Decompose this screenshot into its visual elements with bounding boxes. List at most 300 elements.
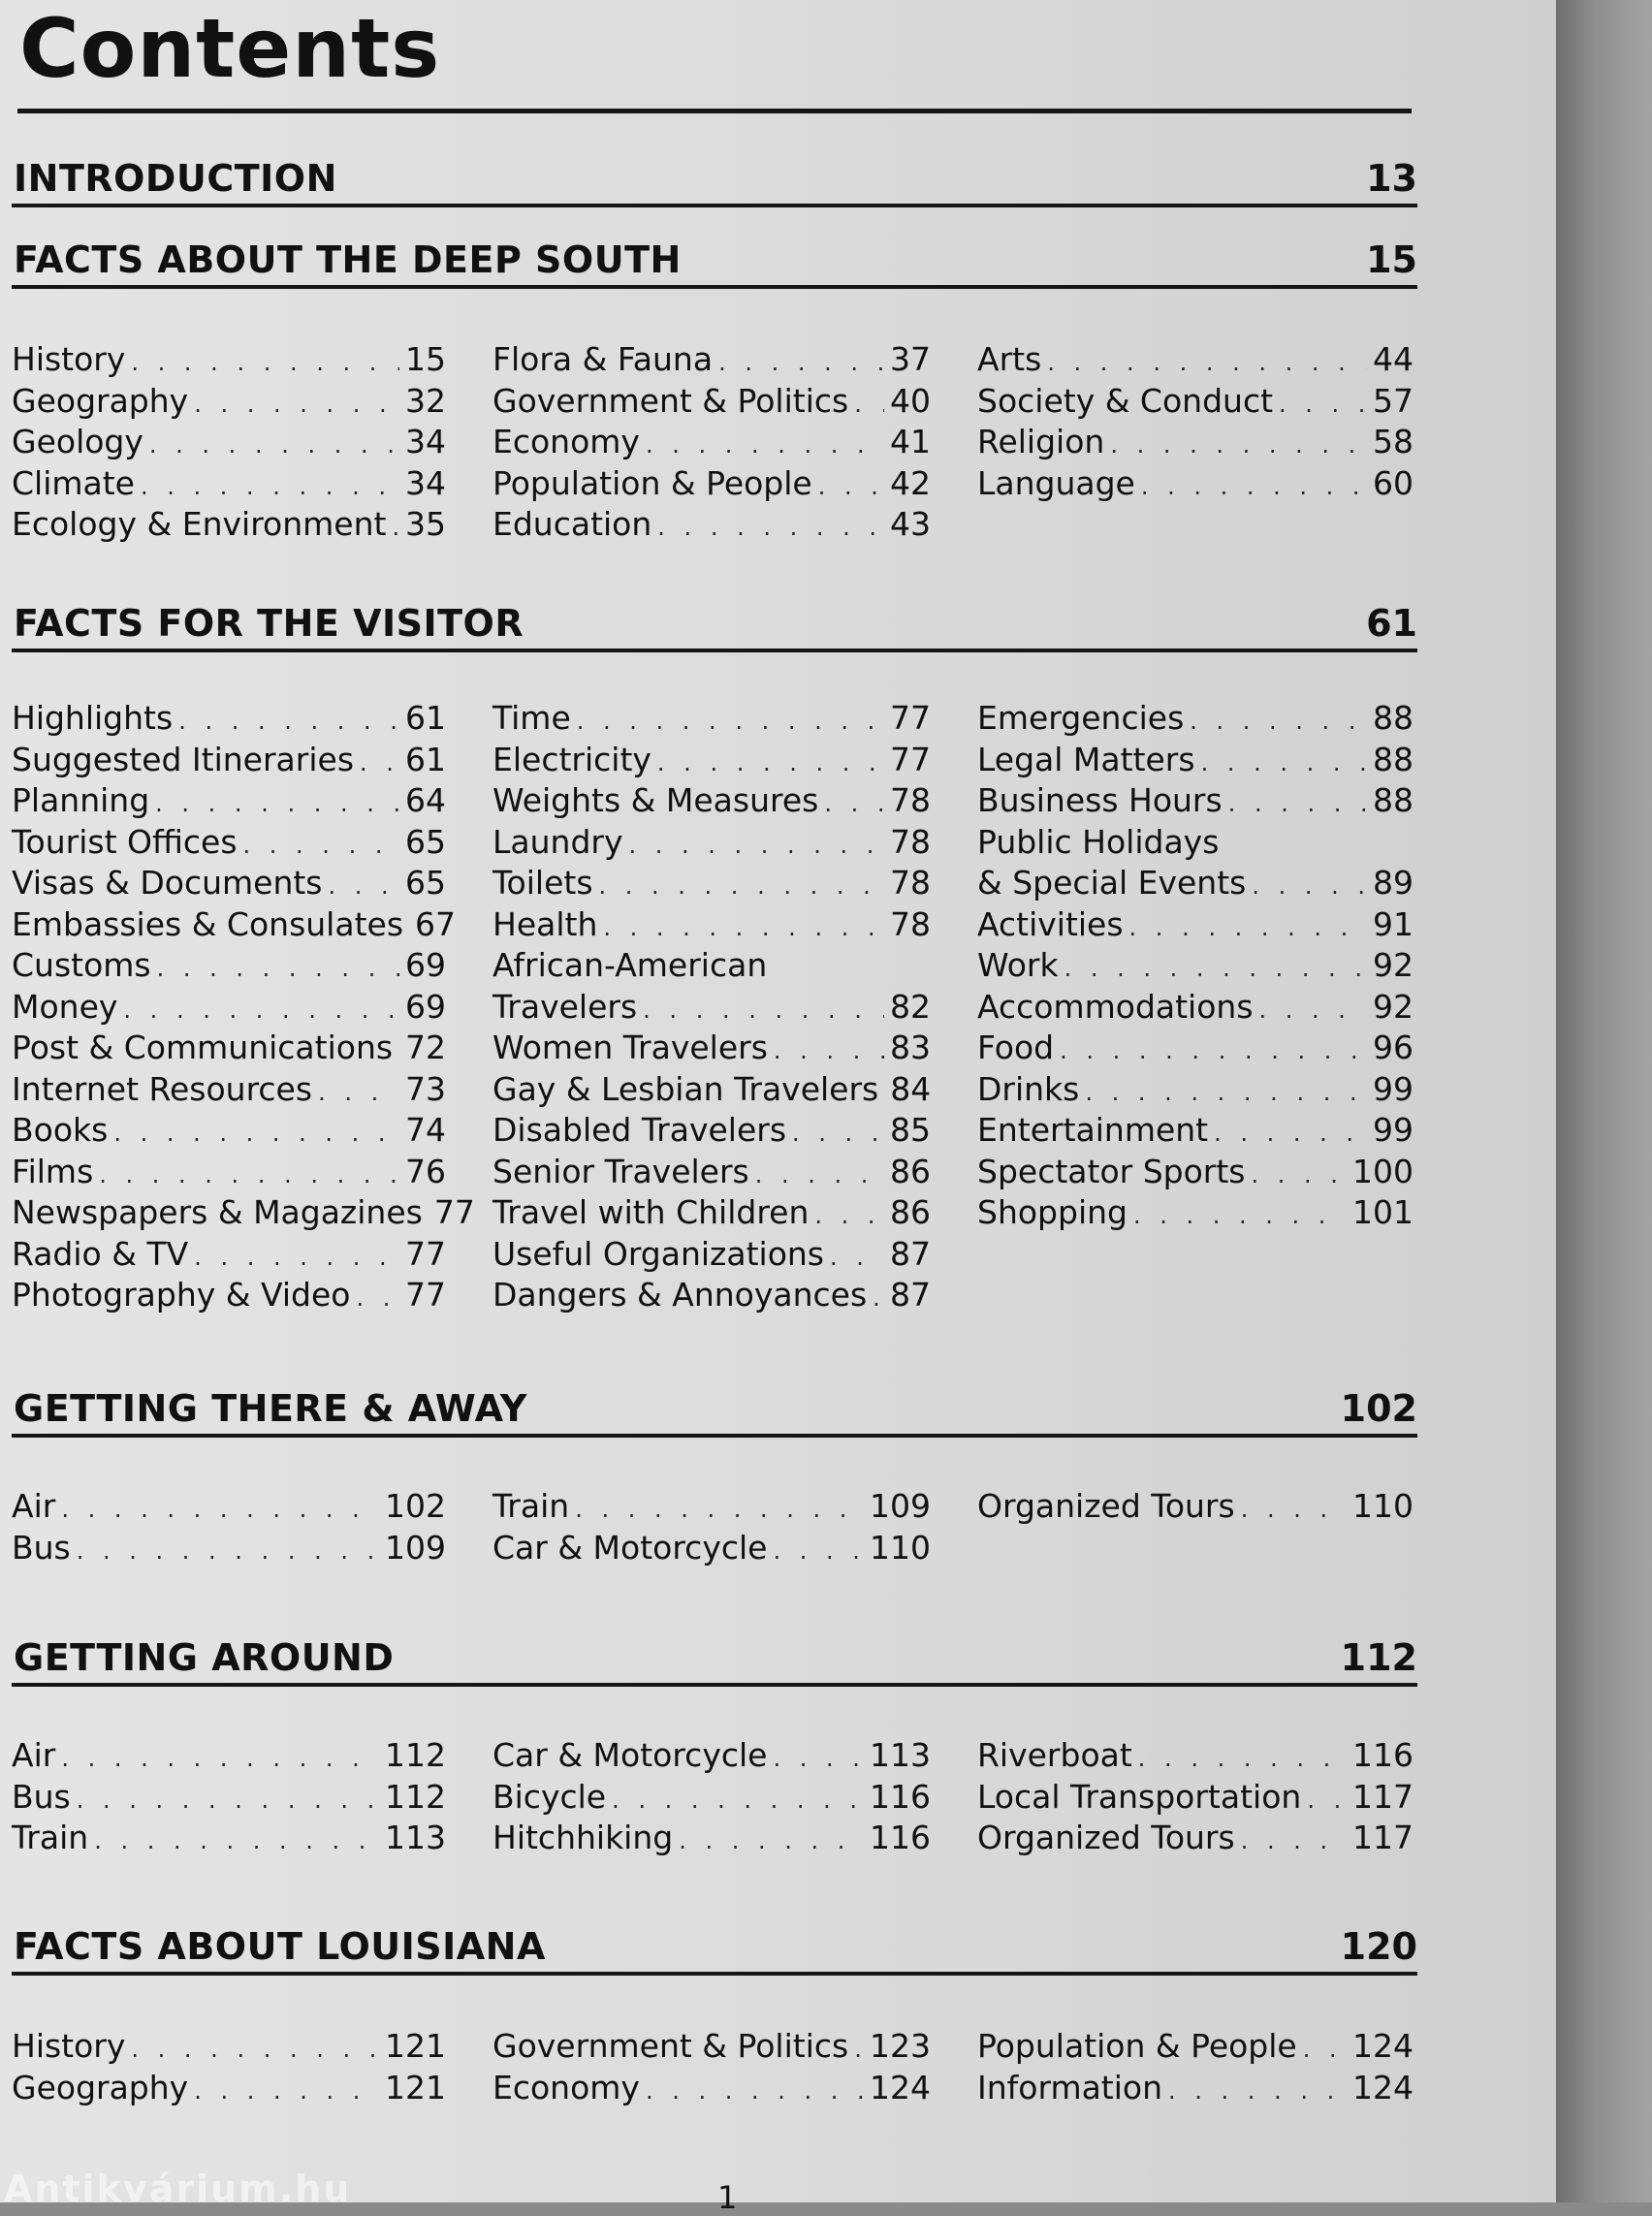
entry-page-number: 87: [890, 1276, 931, 1314]
toc-entry[interactable]: [492, 463, 931, 505]
page-number: 1: [717, 2179, 738, 2216]
toc-entry[interactable]: [492, 1818, 931, 1859]
entry-label: Drinks: [977, 1069, 1080, 1108]
toc-column: [977, 1735, 1414, 1859]
toc-entry[interactable]: [977, 463, 1414, 505]
toc-entry[interactable]: [492, 1028, 931, 1069]
dot-leader: [1279, 384, 1367, 426]
entry-page-number: 76: [405, 1152, 446, 1190]
dot-leader: [1241, 1489, 1347, 1531]
toc-entry[interactable]: [977, 904, 1414, 946]
dot-leader: [141, 466, 399, 508]
toc-entry[interactable]: [977, 1152, 1414, 1193]
entry-label: Time: [492, 699, 571, 737]
dot-leader: [814, 1195, 884, 1237]
dot-leader: [818, 466, 884, 508]
page-title: Contents: [19, 1, 441, 96]
dot-leader: [61, 1738, 379, 1780]
dot-leader: [1303, 2029, 1347, 2071]
dot-leader: [1201, 743, 1367, 784]
entry-page-number: 32: [405, 381, 446, 420]
entry-page-number: 109: [385, 1528, 446, 1567]
entry-label: Bicycle: [492, 1777, 607, 1816]
toc-entry[interactable]: [492, 1528, 931, 1569]
dot-leader: [873, 1278, 884, 1319]
entry-label: Legal Matters: [977, 740, 1195, 778]
entry-page-number: 117: [1352, 1819, 1414, 1856]
entry-label: Organized Tours: [977, 1487, 1235, 1525]
dot-leader: [603, 907, 884, 949]
dot-leader: [854, 2029, 864, 2071]
entry-page-number: 77: [405, 1276, 446, 1314]
toc-column: [492, 1735, 931, 1859]
entry-page-number: 85: [890, 1111, 931, 1149]
dot-leader: [646, 2071, 864, 2112]
toc-entry[interactable]: [977, 339, 1414, 381]
toc-entry[interactable]: [977, 698, 1414, 740]
entry-label: Society & Conduct: [977, 381, 1274, 420]
entry-page-number: 116: [1352, 1736, 1414, 1774]
toc-entry[interactable]: [977, 863, 1414, 904]
toc-entry[interactable]: [492, 945, 931, 987]
section-heading[interactable]: [12, 151, 1417, 207]
toc-entry[interactable]: [12, 1110, 446, 1152]
dot-leader: [155, 783, 399, 825]
entry-label: Accommodations: [977, 987, 1254, 1026]
entry-page-number: 96: [1373, 1029, 1414, 1066]
dot-leader: [318, 1072, 399, 1114]
dot-leader: [194, 2071, 379, 2112]
dot-leader: [131, 2029, 379, 2071]
toc-entry[interactable]: [12, 740, 446, 781]
entry-label: Spectator Sports: [977, 1152, 1246, 1190]
entry-label: Population & People: [977, 2027, 1297, 2065]
toc-entry[interactable]: [977, 1777, 1414, 1819]
entry-label: Government & Politics: [492, 381, 849, 420]
toc-entry[interactable]: [492, 1152, 931, 1193]
toc-entry[interactable]: [12, 2068, 446, 2109]
dot-leader: [1110, 425, 1367, 466]
toc-column: [12, 2026, 446, 2108]
dot-leader: [329, 866, 400, 907]
toc-entry[interactable]: [492, 504, 931, 546]
toc-entry[interactable]: [12, 822, 446, 864]
toc-entry[interactable]: [977, 945, 1414, 987]
entry-page-number: 65: [405, 864, 446, 902]
toc-entry[interactable]: [12, 1152, 446, 1193]
dot-leader: [1307, 1780, 1347, 1821]
entry-label: Bus: [12, 1528, 71, 1567]
dot-leader: [612, 1780, 864, 1821]
toc-entry[interactable]: [12, 945, 446, 987]
dot-leader: [830, 1237, 884, 1279]
toc-column: [12, 1735, 446, 1859]
toc-entry[interactable]: [977, 822, 1414, 864]
toc-entry[interactable]: [12, 339, 446, 381]
toc-entry[interactable]: [492, 1069, 931, 1111]
entry-page-number: 124: [1352, 2027, 1414, 2065]
entry-page-number: 124: [870, 2068, 931, 2106]
dot-leader: [356, 1278, 399, 1319]
toc-entry[interactable]: [492, 1777, 931, 1819]
entry-label: Disabled Travelers: [492, 1111, 787, 1149]
toc-entry[interactable]: [492, 822, 931, 864]
entry-label: History: [12, 340, 126, 378]
entry-page-number: 65: [405, 822, 446, 861]
dot-leader: [646, 425, 884, 466]
entry-page-number: 34: [405, 463, 446, 502]
toc-entry[interactable]: [977, 1192, 1414, 1234]
toc-entry[interactable]: [12, 1028, 446, 1069]
entry-page-number: 42: [890, 463, 931, 502]
entry-page-number: 73: [405, 1069, 446, 1108]
entry-label: Suggested Itineraries: [12, 740, 355, 778]
dot-leader: [123, 990, 399, 1031]
toc-entry[interactable]: [977, 1735, 1414, 1777]
toc-entry[interactable]: [977, 1028, 1414, 1069]
toc-column: [12, 698, 475, 1316]
entry-label: Population & People: [492, 463, 812, 502]
toc-entry[interactable]: [492, 2068, 931, 2109]
entry-page-number: 64: [405, 781, 446, 819]
entry-page-number: 15: [405, 340, 446, 378]
toc-entry[interactable]: [12, 1275, 446, 1316]
entry-page-number: 87: [890, 1234, 931, 1273]
dot-leader: [194, 384, 399, 426]
dot-leader: [1259, 990, 1367, 1031]
toc-entry[interactable]: [492, 1110, 931, 1152]
entry-page-number: 112: [385, 1777, 446, 1816]
entry-page-number: 34: [405, 423, 446, 460]
entry-label: Newspapers & Magazines: [12, 1193, 423, 1231]
entry-page-number: 102: [385, 1487, 446, 1525]
entry-page-number: 41: [890, 423, 931, 460]
entry-page-number: 100: [1352, 1152, 1414, 1190]
entry-label: Laundry: [492, 822, 623, 861]
section-title: FACTS FOR THE VISITOR: [14, 602, 524, 645]
section-title: INTRODUCTION: [14, 157, 337, 200]
section-page-number: 102: [1340, 1387, 1417, 1430]
entry-page-number: 92: [1373, 987, 1414, 1026]
dot-leader: [94, 1820, 379, 1862]
dot-leader: [1190, 701, 1367, 743]
entry-label: Customs: [12, 946, 151, 984]
toc-entry[interactable]: [12, 1735, 446, 1777]
entry-page-number: 72: [405, 1029, 446, 1066]
entry-page-number: 88: [1373, 699, 1414, 737]
entry-label: Highlights: [12, 699, 174, 737]
entry-label: Money: [12, 987, 118, 1026]
toc-entry[interactable]: [977, 1069, 1414, 1111]
toc-entry[interactable]: [12, 1234, 446, 1276]
toc-entry[interactable]: [977, 1486, 1414, 1528]
entry-label: Work: [977, 946, 1059, 984]
section-title: GETTING AROUND: [14, 1636, 395, 1679]
entry-page-number: 77: [433, 1193, 475, 1231]
dot-leader: [599, 866, 884, 907]
entry-label: Post & Communications: [12, 1029, 394, 1066]
entry-page-number: 88: [1373, 740, 1414, 778]
toc-entry[interactable]: [12, 1528, 446, 1569]
page-edge-shadow: [1556, 0, 1652, 2202]
section-title: GETTING THERE & AWAY: [14, 1387, 527, 1430]
toc-entry[interactable]: [12, 1818, 446, 1859]
toc-entry[interactable]: [492, 2026, 931, 2068]
entry-page-number: 67: [415, 904, 457, 943]
dot-leader: [1214, 1113, 1367, 1155]
entry-page-number: 110: [870, 1528, 931, 1567]
toc-entry[interactable]: [492, 863, 931, 904]
entry-page-number: 116: [870, 1777, 931, 1816]
dot-leader: [113, 1113, 399, 1155]
entry-label: Car & Motorcycle: [492, 1736, 768, 1774]
toc-entry[interactable]: [977, 740, 1414, 781]
dot-leader: [99, 1155, 399, 1196]
dot-leader: [61, 1489, 379, 1531]
toc-entry[interactable]: [977, 1818, 1414, 1859]
entry-page-number: 109: [870, 1487, 931, 1525]
entry-page-number: 69: [405, 987, 446, 1026]
dot-leader: [1047, 342, 1367, 384]
entry-label: Education: [492, 505, 652, 543]
section-heading[interactable]: [12, 596, 1417, 652]
entry-label: Tourist Offices: [12, 822, 238, 861]
entry-label: Internet Resources: [12, 1069, 313, 1108]
entry-label: Visas & Documents: [12, 864, 323, 902]
entry-label: Embassies & Consulates: [12, 904, 404, 943]
entry-page-number: 35: [405, 505, 446, 543]
entry-label: Train: [492, 1487, 570, 1525]
toc-entry[interactable]: [12, 1192, 475, 1234]
dot-leader: [854, 384, 884, 426]
section-heading[interactable]: [12, 1381, 1417, 1438]
toc-entry[interactable]: [12, 1486, 446, 1528]
toc-entry[interactable]: [12, 987, 446, 1029]
entry-page-number: 37: [890, 340, 931, 378]
dot-leader: [643, 990, 884, 1031]
entry-page-number: 112: [385, 1736, 446, 1774]
entry-label: Government & Politics: [492, 2027, 849, 2065]
entry-label: Travel with Children: [492, 1193, 810, 1231]
dot-leader: [194, 1237, 399, 1279]
entry-label: Bus: [12, 1777, 71, 1816]
entry-label: & Special Events: [977, 864, 1247, 902]
dot-leader: [1129, 907, 1367, 949]
entry-page-number: 61: [405, 699, 446, 737]
toc-entry[interactable]: [12, 422, 446, 463]
entry-label: Photography & Video: [12, 1276, 351, 1314]
toc-column: [492, 1486, 931, 1568]
entry-label: Weights & Measures: [492, 781, 819, 819]
dot-leader: [398, 1030, 399, 1072]
toc-entry[interactable]: [12, 904, 457, 946]
toc-column: [492, 698, 931, 1316]
dot-leader: [1252, 866, 1367, 907]
dot-leader: [77, 1531, 379, 1572]
dot-leader: [774, 1030, 884, 1072]
entry-page-number: 77: [405, 1234, 446, 1273]
entry-page-number: 92: [1373, 946, 1414, 984]
entry-page-number: 121: [385, 2027, 446, 2065]
entry-label: Gay & Lesbian Travelers: [492, 1069, 879, 1108]
entry-page-number: 101: [1352, 1193, 1414, 1231]
toc-entry[interactable]: [492, 1735, 931, 1777]
dot-leader: [1060, 1030, 1367, 1072]
toc-entry[interactable]: [492, 987, 931, 1029]
entry-page-number: 99: [1373, 1069, 1414, 1108]
dot-leader: [575, 1489, 864, 1531]
toc-column: [12, 339, 446, 546]
dot-leader: [157, 948, 399, 990]
dot-leader: [1141, 466, 1367, 508]
dot-leader: [131, 342, 399, 384]
section-page-number: 13: [1366, 157, 1417, 200]
dot-leader: [1251, 1155, 1347, 1196]
entry-page-number: 84: [890, 1069, 932, 1108]
toc-entry[interactable]: [12, 1069, 446, 1111]
section-heading[interactable]: [12, 1630, 1417, 1687]
toc-entry[interactable]: [492, 339, 931, 381]
toc-entry[interactable]: [492, 780, 931, 822]
entry-page-number: 88: [1373, 781, 1414, 819]
dot-leader: [577, 701, 884, 743]
entry-label: Senior Travelers: [492, 1152, 749, 1190]
dot-leader: [243, 825, 399, 867]
toc-entry[interactable]: [12, 2026, 446, 2068]
entry-page-number: 116: [870, 1819, 931, 1856]
entry-label: Geography: [12, 2068, 189, 2106]
section-title: FACTS ABOUT THE DEEP SOUTH: [14, 238, 682, 281]
section-page-number: 15: [1366, 238, 1417, 281]
toc-entry[interactable]: [492, 740, 931, 781]
toc-entry[interactable]: [492, 422, 931, 463]
entry-label: African-American: [492, 946, 768, 984]
dot-leader: [1228, 783, 1367, 825]
entry-label: Local Transportation: [977, 1777, 1302, 1816]
toc-entry[interactable]: [492, 1275, 931, 1316]
entry-page-number: 78: [890, 864, 931, 902]
entry-page-number: 78: [890, 781, 931, 819]
entry-page-number: 113: [385, 1819, 446, 1856]
entry-label: Car & Motorcycle: [492, 1528, 768, 1567]
entry-label: Hitchhiking: [492, 1819, 674, 1856]
toc-entry[interactable]: [977, 1110, 1414, 1152]
dot-leader: [755, 1155, 884, 1196]
toc-entry[interactable]: [12, 698, 446, 740]
entry-page-number: 40: [890, 381, 931, 420]
toc-entry[interactable]: [977, 2068, 1414, 2109]
entry-label: Air: [12, 1736, 56, 1774]
dot-leader: [1138, 1738, 1347, 1780]
entry-page-number: 113: [870, 1736, 931, 1774]
toc-entry[interactable]: [12, 463, 446, 505]
toc-column: [12, 1486, 446, 1568]
toc-entry[interactable]: [492, 381, 931, 423]
entry-label: Women Travelers: [492, 1029, 768, 1066]
dot-leader: [1133, 1195, 1347, 1237]
entry-page-number: 89: [1373, 864, 1414, 902]
entry-label: Electricity: [492, 740, 651, 778]
dot-leader: [773, 1738, 864, 1780]
dot-leader: [657, 743, 884, 784]
entry-label: Religion: [977, 423, 1105, 460]
toc-entry[interactable]: [492, 1486, 931, 1528]
entry-label: Riverboat: [977, 1736, 1132, 1774]
entry-page-number: 44: [1373, 340, 1414, 378]
entry-page-number: 91: [1373, 904, 1414, 943]
entry-page-number: 123: [870, 2027, 931, 2065]
toc-entry[interactable]: [977, 987, 1414, 1029]
toc-entry[interactable]: [977, 422, 1414, 463]
dot-leader: [1168, 2071, 1347, 2112]
entry-label: Toilets: [492, 864, 593, 902]
entry-label: Activities: [977, 904, 1124, 943]
toc-column: [977, 339, 1414, 504]
entry-label: Films: [12, 1152, 94, 1190]
entry-page-number: 110: [1352, 1487, 1414, 1525]
entry-page-number: 99: [1373, 1111, 1414, 1149]
entry-page-number: 78: [890, 904, 931, 943]
entry-label: History: [12, 2027, 126, 2065]
toc-column: [977, 1486, 1414, 1528]
toc-entry[interactable]: [492, 1234, 931, 1276]
toc-entry[interactable]: [492, 904, 931, 946]
section-heading[interactable]: [12, 233, 1417, 289]
entry-label: Travelers: [492, 987, 638, 1026]
entry-label: Geology: [12, 423, 143, 460]
dot-leader: [1241, 1820, 1347, 1862]
entry-label: Entertainment: [977, 1111, 1209, 1149]
toc-entry[interactable]: [492, 1192, 931, 1234]
toc-entry[interactable]: [12, 780, 446, 822]
toc-entry[interactable]: [977, 381, 1414, 423]
entry-label: Food: [977, 1029, 1055, 1066]
entry-page-number: 117: [1352, 1777, 1414, 1816]
entry-label: Organized Tours: [977, 1819, 1235, 1856]
entry-label: Ecology & Environment: [12, 505, 387, 543]
section-heading[interactable]: [12, 1919, 1417, 1976]
toc-entry[interactable]: [977, 780, 1414, 822]
toc-entry[interactable]: [12, 1777, 446, 1819]
entry-label: Train: [12, 1819, 89, 1856]
dot-leader: [718, 342, 884, 384]
entry-label: Books: [12, 1111, 109, 1149]
dot-leader: [628, 825, 884, 867]
toc-entry[interactable]: [977, 2026, 1414, 2068]
dot-leader: [1085, 1072, 1367, 1114]
toc-entry[interactable]: [12, 504, 446, 546]
toc-entry[interactable]: [12, 863, 446, 904]
entry-page-number: 121: [385, 2068, 446, 2106]
entry-label: Dangers & Annoyances: [492, 1276, 868, 1314]
entry-label: Radio & TV: [12, 1234, 189, 1273]
entry-page-number: 77: [890, 740, 931, 778]
entry-page-number: 82: [890, 987, 931, 1026]
section-page-number: 112: [1340, 1636, 1417, 1679]
dot-leader: [77, 1780, 379, 1821]
entry-label: Air: [12, 1487, 56, 1525]
entry-label: Flora & Fauna: [492, 340, 714, 378]
watermark-text: Antikvárium.hu: [4, 2168, 352, 2210]
toc-entry[interactable]: [492, 698, 931, 740]
entry-page-number: 77: [890, 699, 931, 737]
entry-label: Arts: [977, 340, 1042, 378]
entry-label: Public Holidays: [977, 822, 1220, 861]
dot-leader: [392, 507, 399, 549]
toc-entry[interactable]: [12, 381, 446, 423]
entry-page-number: 78: [890, 822, 931, 861]
dot-leader: [792, 1113, 884, 1155]
